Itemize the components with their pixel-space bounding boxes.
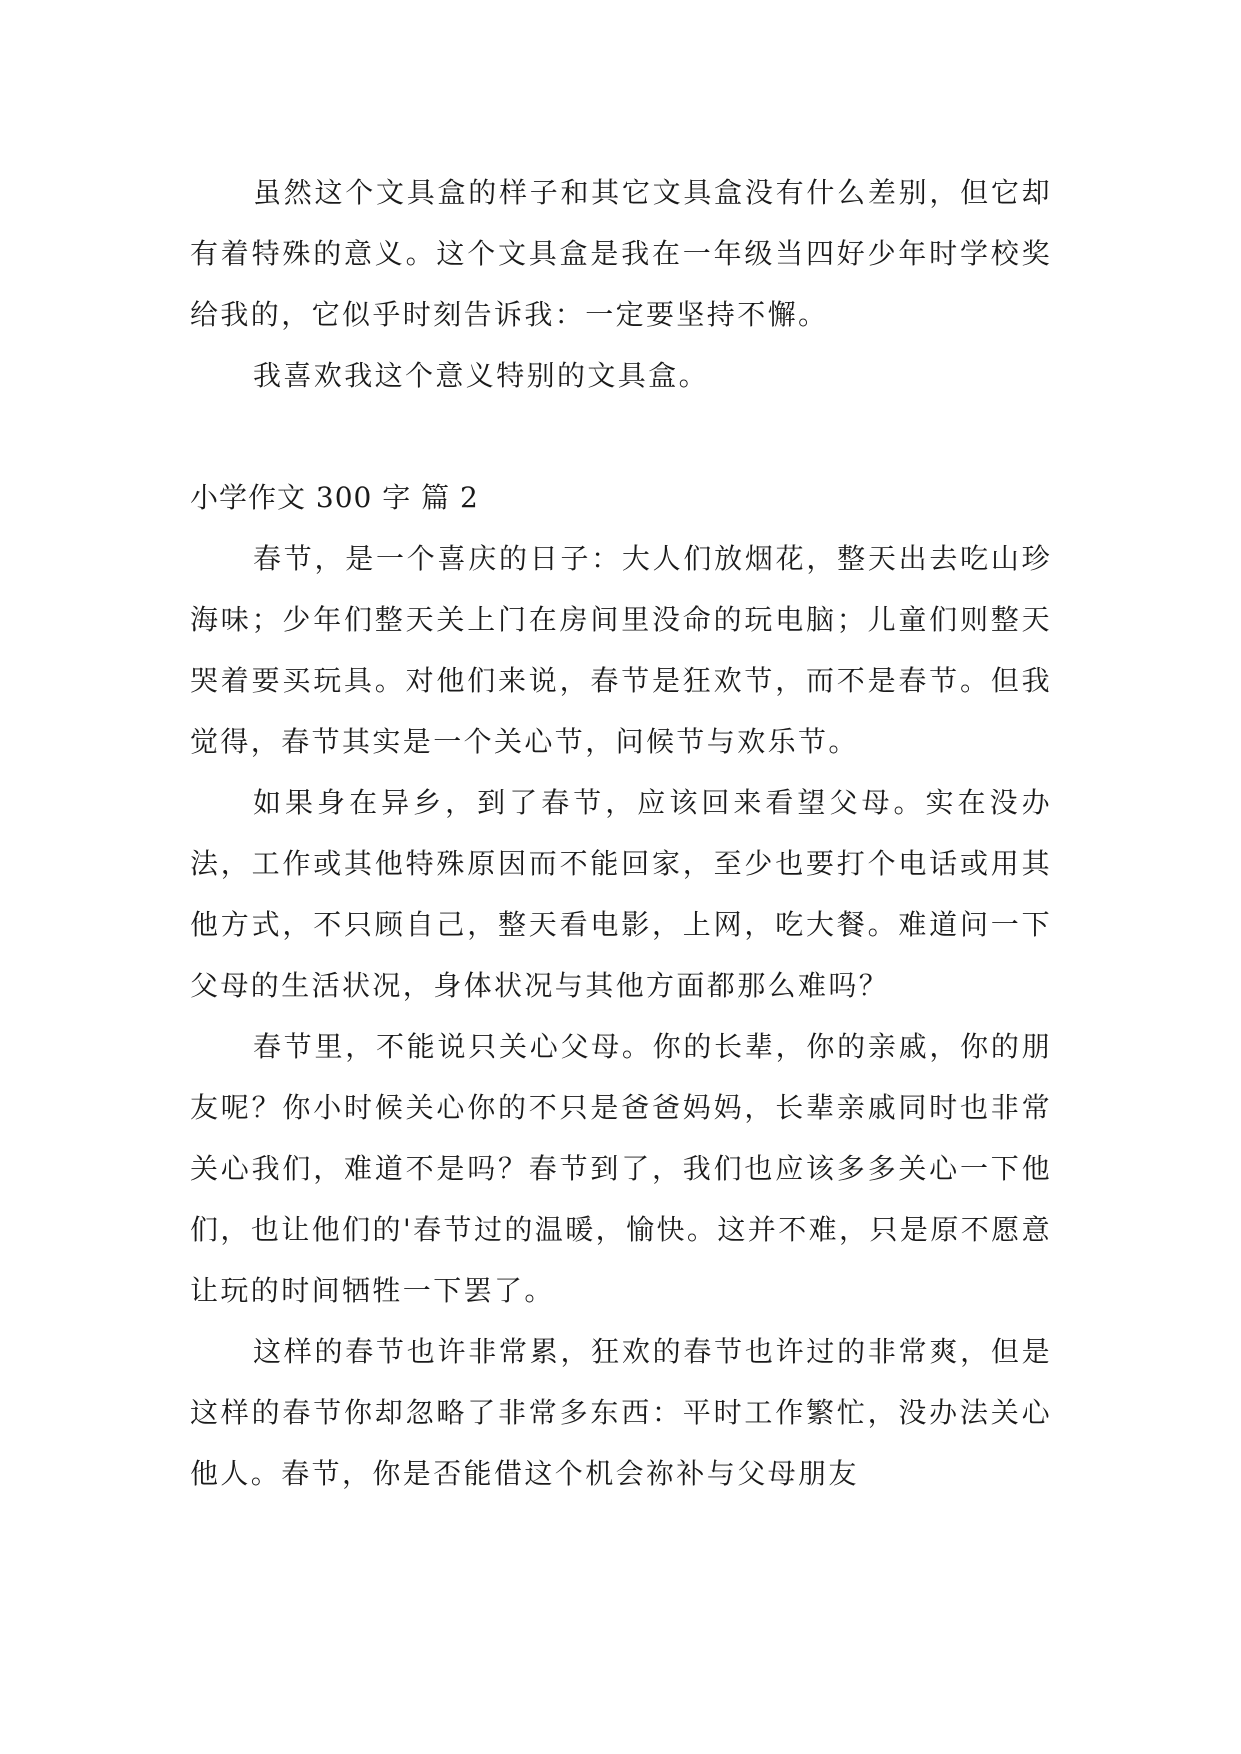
document-body <box>190 162 1052 1504</box>
paragraph-care-relatives: 春节里，不能说只关心父母。你的长辈，你的亲戚，你的朋友呢？你小时候关心你的不只是爸爸妈妈，长辈亲戚同时也非常关心我们，难道不是吗？春节到了，我们也应该多多关心一下他们，也让他们的'春节过的温暖，愉快。这并不难，只是原不愿意让玩的时间牺牲一下罢了。 <box>190 1030 1052 1307</box>
paragraph-pencil-box-conclusion: 我喜欢我这个意义特别的文具盒。 <box>253 359 710 392</box>
paragraph-spring-festival-intro: 春节，是一个喜庆的日子：大人们放烟花，整天出去吃山珍海味；少年们整天关上门在房间里没命的玩电脑；儿童们则整天哭着要买玩具。对他们来说，春节是狂欢节，而不是春节。但我觉得，春节其实是一个关心节，问候节与欢乐节。 <box>190 542 1052 758</box>
paragraph-pencil-box-meaning: 虽然这个文具盒的样子和其它文具盒没有什么差别，但它却有着特殊的意义。这个文具盒是我在一年级当四好少年时学校奖给我的，它似乎时刻告诉我：一定要坚持不懈。 <box>190 176 1052 331</box>
section-heading: 小学作文 300 字 篇 2 <box>190 481 479 514</box>
paragraph-visit-parents: 如果身在异乡，到了春节，应该回来看望父母。实在没办法，工作或其他特殊原因而不能回家，至少也要打个电话或用其他方式，不只顾自己，整天看电影，上网，吃大餐。难道问一下父母的生活状况，身体状况与其他方面都那么难吗？ <box>190 786 1052 1002</box>
paragraph-busy-festival: 这样的春节也许非常累，狂欢的春节也许过的非常爽，但是这样的春节你却忽略了非常多东西：平时工作繁忙，没办法关心他人。春节，你是否能借这个机会祢补与父母朋友 <box>190 1335 1052 1490</box>
